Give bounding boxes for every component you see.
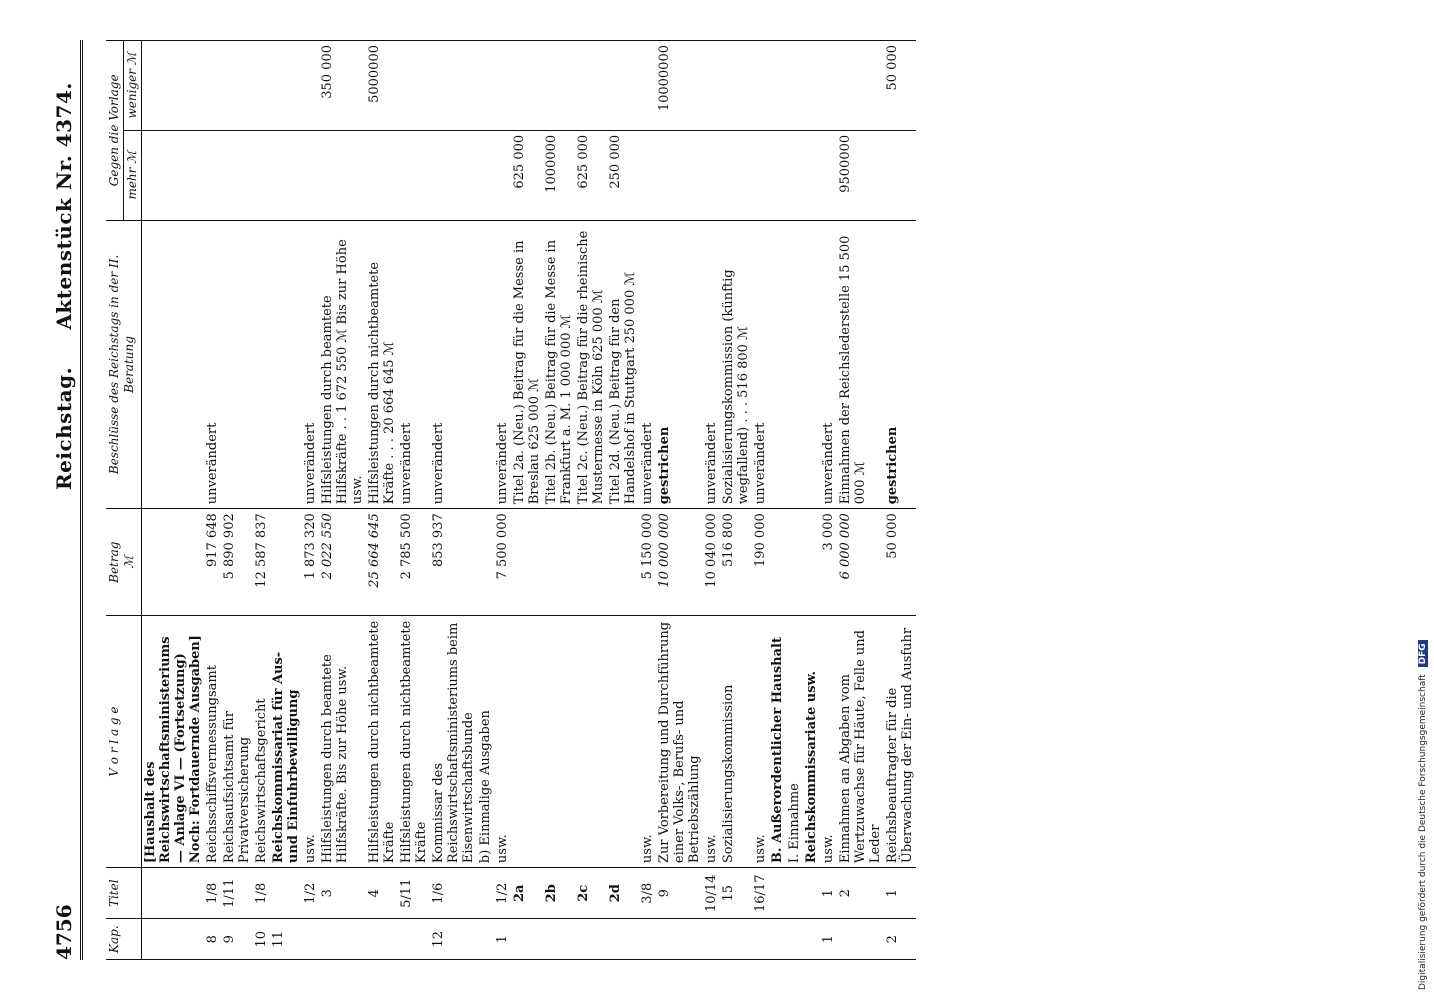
- table-row: [639, 41, 656, 960]
- cell-titel: 2a: [511, 868, 543, 919]
- cell-mehr: [430, 130, 477, 220]
- cell-mehr: [253, 130, 270, 220]
- budget-table: [106, 40, 916, 960]
- cell-kap: 9: [221, 919, 253, 960]
- cell-weniger: [639, 41, 656, 131]
- cell-beschluss: Titel 2c. (Neu.) Beitrag für die rheinische Mustermesse in Köln 625 000 ℳ: [575, 220, 607, 509]
- cell-weniger: [302, 41, 319, 131]
- cell-titel: 15: [720, 868, 752, 919]
- cell-beschluss: [253, 220, 270, 509]
- cell-mehr: [302, 130, 319, 220]
- cell-weniger: [398, 41, 430, 131]
- cell-vorlage: Reichskommissariate usw.: [803, 616, 820, 868]
- cell-betrag: [607, 509, 639, 616]
- table-row: [398, 41, 430, 960]
- table-row: [803, 41, 820, 960]
- cell-betrag: [575, 509, 607, 616]
- cell-titel: [270, 868, 302, 919]
- cell-betrag: 12 587 837: [253, 509, 270, 616]
- cell-titel: 9: [656, 868, 703, 919]
- cell-mehr: [639, 130, 656, 220]
- cell-betrag: [270, 509, 302, 616]
- cell-weniger: [820, 41, 837, 131]
- cell-betrag: 25 664 645: [366, 509, 398, 616]
- cell-vorlage: Reichsaufsichtsamt für Privatversicherung: [221, 616, 253, 868]
- cell-titel: 2c: [575, 868, 607, 919]
- cell-mehr: 1000000: [543, 130, 575, 220]
- cell-betrag: 2 785 500: [398, 509, 430, 616]
- page-header: [50, 40, 90, 960]
- col-beschluesse: Beschlüsse des Reichstags in der II. Beratung: [106, 220, 142, 509]
- table-row: [820, 41, 837, 960]
- cell-weniger: [142, 41, 205, 131]
- cell-vorlage: usw.: [302, 616, 319, 868]
- cell-titel: 2: [837, 868, 884, 919]
- cell-betrag: 1 873 320: [302, 509, 319, 616]
- cell-weniger: [494, 41, 511, 131]
- cell-betrag: [803, 509, 820, 616]
- cell-mehr: [270, 130, 302, 220]
- cell-vorlage: usw.: [703, 616, 720, 868]
- table-row: [884, 41, 916, 960]
- cell-beschluss: gestrichen: [656, 220, 703, 509]
- cell-kap: [511, 919, 543, 960]
- cell-titel: [477, 868, 494, 919]
- cell-vorlage: Kommissar des Reichswirtschaftsministeriums beim Eisenwirtschaftsbunde: [430, 616, 477, 868]
- cell-mehr: [752, 130, 769, 220]
- cell-betrag: [543, 509, 575, 616]
- cell-betrag: 5 890 902: [221, 509, 253, 616]
- cell-beschluss: gestrichen: [884, 220, 916, 509]
- table-row: [477, 41, 494, 960]
- cell-mehr: [477, 130, 494, 220]
- cell-beschluss: unverändert: [398, 220, 430, 509]
- cell-vorlage: Reichswirtschaftsgericht: [253, 616, 270, 868]
- cell-beschluss: unverändert: [430, 220, 477, 509]
- cell-beschluss: Hilfsleistungen durch nichtbeamtete Kräfte . . . 20 664 645 ℳ: [366, 220, 398, 509]
- cell-kap: [607, 919, 639, 960]
- cell-weniger: [511, 41, 543, 131]
- cell-kap: [656, 919, 703, 960]
- cell-titel: 5/11: [398, 868, 430, 919]
- cell-vorlage: [511, 616, 543, 868]
- cell-vorlage: usw.: [494, 616, 511, 868]
- col-betrag-unit: ℳ: [122, 555, 136, 569]
- chamber-name: Reichstag.: [52, 366, 76, 490]
- cell-mehr: [769, 130, 786, 220]
- col-weniger: weniger ℳ: [124, 41, 142, 131]
- cell-betrag: 5 150 000: [639, 509, 656, 616]
- cell-beschluss: [803, 220, 820, 509]
- cell-kap: [786, 919, 803, 960]
- table-body: [142, 41, 917, 960]
- cell-vorlage: B. Außerordentlicher Haushalt: [769, 616, 786, 868]
- cell-titel: 1/2: [494, 868, 511, 919]
- table-row: [786, 41, 803, 960]
- cell-vorlage: Reichsschiffsvermessungsamt: [204, 616, 221, 868]
- cell-kap: 10: [253, 919, 270, 960]
- cell-betrag: [477, 509, 494, 616]
- col-vorlage: V o r l a g e: [106, 616, 142, 868]
- col-gegen: Gegen die Vorlage: [106, 41, 124, 221]
- cell-titel: [786, 868, 803, 919]
- cell-betrag: 50 000: [884, 509, 916, 616]
- cell-weniger: [607, 41, 639, 131]
- cell-kap: [769, 919, 786, 960]
- rotated-page-content: [50, 40, 1410, 960]
- cell-mehr: [884, 130, 916, 220]
- cell-mehr: [786, 130, 803, 220]
- cell-kap: [302, 919, 319, 960]
- table-row: [221, 41, 253, 960]
- table-row: [752, 41, 769, 960]
- cell-titel: [769, 868, 786, 919]
- cell-betrag: [511, 509, 543, 616]
- cell-kap: 8: [204, 919, 221, 960]
- cell-kap: [398, 919, 430, 960]
- table-row: [511, 41, 543, 960]
- cell-beschluss: unverändert: [204, 220, 221, 509]
- cell-beschluss: unverändert: [494, 220, 511, 509]
- cell-vorlage: usw.: [639, 616, 656, 868]
- col-mehr: mehr ℳ: [124, 130, 142, 220]
- cell-weniger: [575, 41, 607, 131]
- cell-weniger: [253, 41, 270, 131]
- cell-titel: 4: [366, 868, 398, 919]
- cell-mehr: [221, 130, 253, 220]
- cell-kap: 11: [270, 919, 302, 960]
- table-row: [720, 41, 752, 960]
- table-row: [837, 41, 884, 960]
- cell-mehr: [398, 130, 430, 220]
- cell-titel: 1/8: [204, 868, 221, 919]
- dfg-logo: DFG: [1418, 640, 1428, 667]
- cell-kap: 12: [430, 919, 477, 960]
- table-row: [366, 41, 398, 960]
- cell-mehr: [494, 130, 511, 220]
- cell-vorlage: Zur Vorbereitung und Durchführung einer Volks-, Berufs- und Betriebszählung: [656, 616, 703, 868]
- cell-mehr: 625 000: [511, 130, 543, 220]
- cell-weniger: [477, 41, 494, 131]
- cell-beschluss: [221, 220, 253, 509]
- cell-vorlage: Hilfsleistungen durch nichtbeamtete Kräfte: [398, 616, 430, 868]
- cell-titel: 3/8: [639, 868, 656, 919]
- cell-titel: 16/17: [752, 868, 769, 919]
- cell-beschluss: unverändert: [703, 220, 720, 509]
- cell-mehr: 250 000: [607, 130, 639, 220]
- cell-titel: 1/11: [221, 868, 253, 919]
- cell-betrag: 6 000 000: [837, 509, 884, 616]
- cell-kap: [319, 919, 366, 960]
- cell-beschluss: [270, 220, 302, 509]
- table-row: [543, 41, 575, 960]
- header-title: [52, 82, 76, 490]
- cell-betrag: [786, 509, 803, 616]
- page-number: 4756: [52, 904, 76, 960]
- cell-vorlage: Sozialisierungskommission: [720, 616, 752, 868]
- table-row: [494, 41, 511, 960]
- cell-weniger: [803, 41, 820, 131]
- cell-kap: [803, 919, 820, 960]
- table-row: [302, 41, 319, 960]
- cell-kap: [543, 919, 575, 960]
- table-row: [656, 41, 703, 960]
- cell-mehr: [820, 130, 837, 220]
- cell-weniger: [543, 41, 575, 131]
- cell-beschluss: unverändert: [752, 220, 769, 509]
- cell-kap: [639, 919, 656, 960]
- cell-vorlage: [Haushalt des Reichswirtschaftsministeriums — Anlage VI — (Fortsetzung) Noch: Fortdauernde Ausgaben]: [142, 616, 205, 868]
- cell-betrag: 190 000: [752, 509, 769, 616]
- cell-weniger: 50 000: [884, 41, 916, 131]
- cell-beschluss: Titel 2d. (Neu.) Beitrag für den Handelshof in Stuttgart 250 000 ℳ: [607, 220, 639, 509]
- cell-vorlage: Hilfsleistungen durch nichtbeamtete Kräfte: [366, 616, 398, 868]
- cell-vorlage: [575, 616, 607, 868]
- cell-betrag: 2 022 550: [319, 509, 366, 616]
- cell-beschluss: [142, 220, 205, 509]
- cell-mehr: [142, 130, 205, 220]
- cell-kap: [575, 919, 607, 960]
- cell-betrag: 853 937: [430, 509, 477, 616]
- cell-mehr: [319, 130, 366, 220]
- cell-titel: 1: [884, 868, 916, 919]
- cell-weniger: [221, 41, 253, 131]
- cell-beschluss: [786, 220, 803, 509]
- table-row: [703, 41, 720, 960]
- cell-titel: 1: [820, 868, 837, 919]
- credit-text: Digitalisierung gefördert durch die Deutsche Forschungsgemeinschaft: [1418, 674, 1428, 990]
- cell-beschluss: unverändert: [820, 220, 837, 509]
- table-row: [142, 41, 205, 960]
- cell-mehr: 625 000: [575, 130, 607, 220]
- cell-beschluss: Sozialisierungskommission (künftig wegfallend) . . . 516 800 ℳ: [720, 220, 752, 509]
- cell-titel: 1/2: [302, 868, 319, 919]
- cell-titel: 10/14: [703, 868, 720, 919]
- cell-weniger: [837, 41, 884, 131]
- table-row: [270, 41, 302, 960]
- cell-weniger: [752, 41, 769, 131]
- cell-titel: [803, 868, 820, 919]
- table-row: [204, 41, 221, 960]
- table-header: [106, 41, 142, 960]
- cell-vorlage: Reichskommissariat für Aus- und Einfuhrbewilligung: [270, 616, 302, 868]
- cell-weniger: 350 000: [319, 41, 366, 131]
- cell-weniger: [204, 41, 221, 131]
- cell-mehr: [703, 130, 720, 220]
- cell-betrag: 10 000 000: [656, 509, 703, 616]
- cell-vorlage: [607, 616, 639, 868]
- cell-vorlage: b) Einmalige Ausgaben: [477, 616, 494, 868]
- cell-beschluss: Einnahmen der Reichslederstelle 15 500 000 ℳ: [837, 220, 884, 509]
- cell-weniger: [769, 41, 786, 131]
- cell-titel: [142, 868, 205, 919]
- cell-beschluss: Titel 2a. (Neu.) Beitrag für die Messe in Breslau 625 000 ℳ: [511, 220, 543, 509]
- cell-kap: [752, 919, 769, 960]
- cell-titel: 2b: [543, 868, 575, 919]
- cell-weniger: 5000000: [366, 41, 398, 131]
- side-credit: [1418, 10, 1430, 1000]
- cell-beschluss: unverändert: [302, 220, 319, 509]
- cell-mehr: 9500000: [837, 130, 884, 220]
- cell-betrag: 10 040 000: [703, 509, 720, 616]
- cell-beschluss: unverändert: [639, 220, 656, 509]
- cell-mehr: [204, 130, 221, 220]
- cell-mehr: [656, 130, 703, 220]
- cell-vorlage: Hilfsleistungen durch beamtete Hilfskräfte. Bis zur Höhe usw.: [319, 616, 366, 868]
- cell-kap: [720, 919, 752, 960]
- cell-betrag: [769, 509, 786, 616]
- cell-weniger: 10000000: [656, 41, 703, 131]
- col-titel: Titel: [106, 868, 142, 919]
- cell-titel: 3: [319, 868, 366, 919]
- cell-vorlage: Einnahmen an Abgaben vom Wertzuwachse für Häute, Felle und Leder: [837, 616, 884, 868]
- cell-vorlage: Reichsbeauftragter für die Überwachung der Ein- und Ausfuhr: [884, 616, 916, 868]
- col-kap: Kap.: [106, 919, 142, 960]
- cell-weniger: [786, 41, 803, 131]
- cell-betrag: 917 648: [204, 509, 221, 616]
- cell-vorlage: usw.: [820, 616, 837, 868]
- table-row: [769, 41, 786, 960]
- cell-betrag: 7 500 000: [494, 509, 511, 616]
- cell-betrag: 3 000: [820, 509, 837, 616]
- cell-mehr: [720, 130, 752, 220]
- col-betrag-label: Betrag: [107, 541, 121, 583]
- cell-betrag: 516 800: [720, 509, 752, 616]
- cell-kap: 1: [494, 919, 511, 960]
- cell-kap: 2: [884, 919, 916, 960]
- cell-weniger: [430, 41, 477, 131]
- cell-titel: 1/8: [253, 868, 270, 919]
- cell-vorlage: I. Einnahme: [786, 616, 803, 868]
- cell-betrag: [142, 509, 205, 616]
- cell-kap: 1: [820, 919, 837, 960]
- table-row: [430, 41, 477, 960]
- cell-beschluss: Hilfsleistungen durch beamtete Hilfskräfte . . 1 672 550 ℳ Bis zur Höhe usw.: [319, 220, 366, 509]
- cell-mehr: [366, 130, 398, 220]
- cell-weniger: [703, 41, 720, 131]
- cell-beschluss: [477, 220, 494, 509]
- table-row: [607, 41, 639, 960]
- cell-titel: 1/6: [430, 868, 477, 919]
- cell-kap: [366, 919, 398, 960]
- document-number: Aktenstück Nr. 4374.: [52, 82, 76, 330]
- cell-kap: [837, 919, 884, 960]
- credit-line: [1418, 640, 1428, 990]
- cell-kap: [477, 919, 494, 960]
- cell-vorlage: [543, 616, 575, 868]
- table-row: [319, 41, 366, 960]
- header-rule: [80, 40, 83, 960]
- cell-titel: 2d: [607, 868, 639, 919]
- cell-vorlage: usw.: [752, 616, 769, 868]
- cell-kap: [703, 919, 720, 960]
- cell-weniger: [720, 41, 752, 131]
- cell-beschluss: Titel 2b. (Neu.) Beitrag für die Messe in Frankfurt a. M. 1 000 000 ℳ: [543, 220, 575, 509]
- col-betrag: [106, 509, 142, 616]
- table-row: [253, 41, 270, 960]
- cell-beschluss: [769, 220, 786, 509]
- cell-mehr: [803, 130, 820, 220]
- cell-weniger: [270, 41, 302, 131]
- cell-kap: [142, 919, 205, 960]
- table-row: [575, 41, 607, 960]
